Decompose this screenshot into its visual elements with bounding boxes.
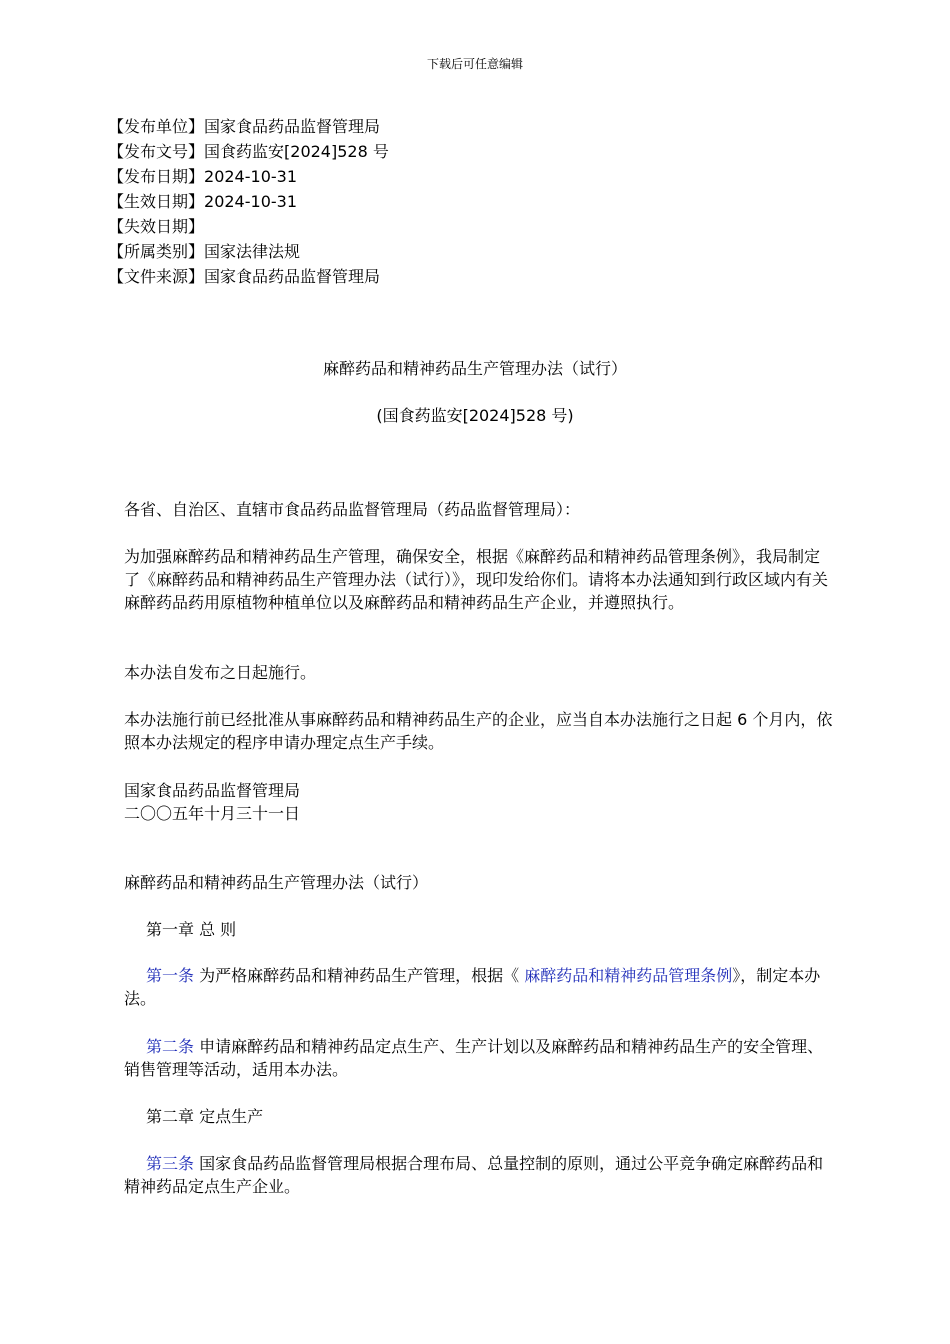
article-text-part: 为严格麻醉药品和精神药品生产管理，根据《: [194, 966, 525, 985]
article-2-link[interactable]: 第二条: [146, 1037, 195, 1056]
meta-value: 国家食品药品监督管理局: [204, 267, 381, 286]
chapter-1-heading: [124, 918, 856, 941]
notice-signature: [124, 779, 834, 825]
chapter-heading-text: 第一章 总 则: [146, 920, 237, 939]
article-2: [124, 1035, 834, 1081]
article-text-part: 》，制定本办法。: [124, 966, 821, 1008]
meta-value: 国食药监安[2024]528 号: [204, 142, 389, 161]
meta-label: 【发布日期】: [108, 167, 205, 186]
meta-value: 2024-10-31: [204, 167, 297, 186]
meta-value: 国家法律法规: [204, 242, 301, 261]
meta-row-expiry-date: [108, 214, 389, 239]
meta-value: 国家食品药品监督管理局: [204, 117, 381, 136]
meta-row-source: [108, 264, 389, 289]
addressee-text: 各省、自治区、直辖市食品药品监督管理局（药品监督管理局）：: [124, 500, 581, 519]
document-title: 麻醉药品和精神药品生产管理办法（试行）: [322, 359, 627, 378]
meta-row-doc-number: [108, 139, 389, 164]
paragraph-text: 为加强麻醉药品和精神药品生产管理，确保安全，根据《麻醉药品和精神药品管理条例》，我局制定了《麻醉药品和精神药品生产管理办法（试行）》，现印发给你们。请将本办法通知到行政区域内有关麻醉药品药用原植物种植单位以及麻醉药品和精神药品生产企业，并遵照执行。: [124, 547, 829, 612]
article-text: [124, 964, 834, 1010]
meta-label: 【生效日期】: [108, 192, 205, 211]
paragraph-text: 本办法施行前已经批准从事麻醉药品和精神药品生产的企业，应当自本办法施行之日起 6 个月内，依照本办法规定的程序申请办理定点生产手续。: [124, 710, 833, 752]
article-3-link[interactable]: 第三条: [146, 1154, 195, 1173]
meta-label: 【所属类别】: [108, 242, 205, 261]
header-note: 下载后可任意编辑: [426, 57, 523, 71]
chapter-2-heading: [124, 1105, 856, 1128]
article-text-part: 申请麻醉药品和精神药品定点生产、生产计划以及麻醉药品和精神药品生产的安全管理、销售管理等活动，适用本办法。: [124, 1037, 824, 1079]
article-3: [124, 1152, 834, 1198]
meta-label: 【发布单位】: [108, 117, 205, 136]
regulation-title: [124, 871, 834, 894]
meta-label: 【失效日期】: [108, 217, 205, 236]
notice-paragraph-2: [124, 661, 834, 684]
notice-paragraph-1: [124, 545, 834, 614]
meta-row-issuer: [108, 114, 389, 139]
article-text-part: 国家食品药品监督管理局根据合理布局、总量控制的原则，通过公平竞争确定麻醉药品和精神药品定点生产企业。: [124, 1154, 824, 1196]
meta-label: 【发布文号】: [108, 142, 205, 161]
article-text: [124, 1152, 834, 1198]
meta-row-effective-date: [108, 189, 389, 214]
notice-paragraph-3: [124, 708, 834, 754]
paragraph-text: 本办法自发布之日起施行。: [124, 663, 317, 682]
document-number: (国食药监安[2024]528 号): [376, 406, 574, 425]
signer: 国家食品药品监督管理局: [124, 781, 301, 800]
article-text: [124, 1035, 834, 1081]
metadata-block: [108, 114, 389, 289]
meta-row-issue-date: [108, 164, 389, 189]
chapter-heading-text: 第二章 定点生产: [146, 1107, 264, 1126]
meta-label: 【文件来源】: [108, 267, 205, 286]
article-1: [124, 964, 834, 1010]
signature-date: 二〇〇五年十月三十一日: [124, 804, 301, 823]
regulation-link[interactable]: 麻醉药品和精神药品管理条例: [524, 966, 733, 985]
notice-addressee: [124, 498, 834, 521]
article-1-link[interactable]: 第一条: [146, 966, 195, 985]
meta-value: 2024-10-31: [204, 192, 297, 211]
regulation-title-text: 麻醉药品和精神药品生产管理办法（试行）: [124, 873, 429, 892]
meta-row-category: [108, 239, 389, 264]
